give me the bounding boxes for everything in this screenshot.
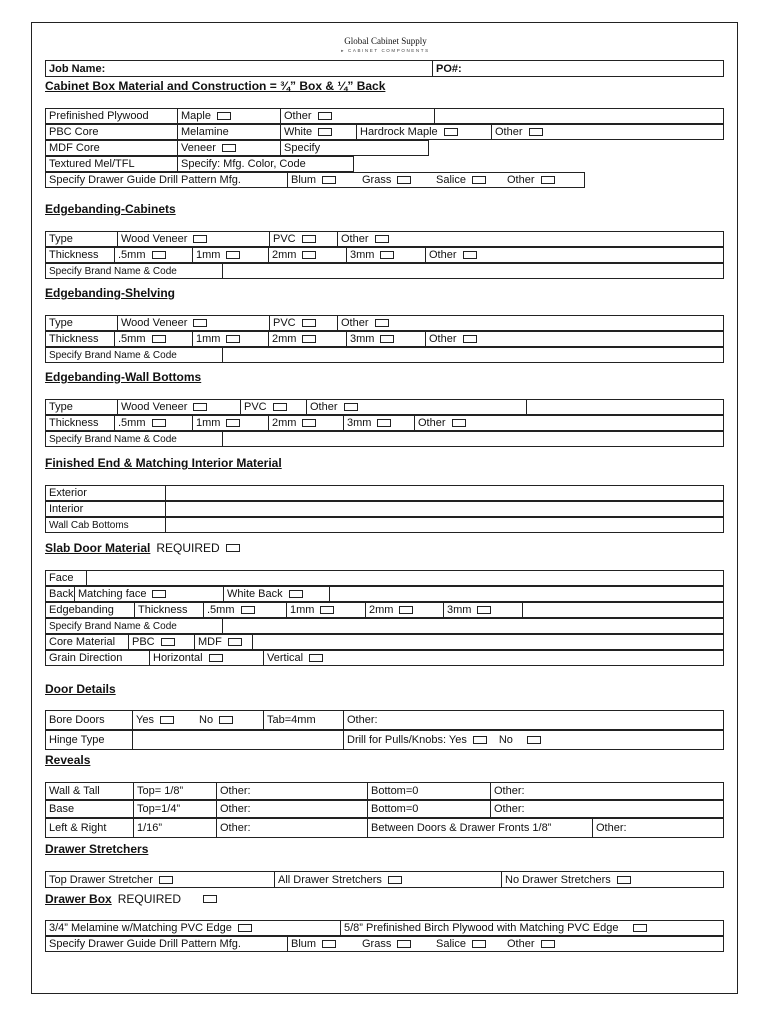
eb-wall-thickness-row — [45, 415, 724, 431]
white-back-label: White Back — [227, 588, 283, 600]
mdf-option[interactable] — [194, 635, 242, 649]
wood-veneer-label: Wood Veneer — [121, 401, 188, 413]
t-other-option[interactable] — [425, 332, 477, 346]
drawer-box-required — [118, 892, 217, 906]
brand-field[interactable] — [222, 619, 723, 633]
other-label: Other — [418, 417, 446, 429]
po-label[interactable]: PO#: — [432, 61, 724, 76]
box-other-option[interactable] — [280, 109, 332, 123]
other-label: Other — [507, 938, 535, 950]
eb-cab-brand-row — [45, 263, 724, 279]
t2-option[interactable] — [365, 603, 413, 617]
bore-row — [45, 710, 724, 730]
hardrock-option[interactable] — [356, 125, 458, 139]
drill-option[interactable] — [343, 731, 541, 749]
mdf-checkbox[interactable] — [228, 638, 242, 646]
vertical-label: Vertical — [267, 652, 304, 664]
pvc-option[interactable] — [269, 232, 316, 246]
no-stretchers-checkbox[interactable] — [617, 876, 631, 884]
t1-label: 1mm — [196, 333, 221, 345]
t2-label: 2mm — [272, 417, 297, 429]
box-row-3 — [45, 140, 429, 156]
brand-field[interactable] — [222, 432, 723, 446]
no-stretchers-option[interactable] — [501, 872, 631, 887]
reveal-label: Wall & Tall — [49, 785, 100, 797]
white-checkbox[interactable] — [318, 128, 332, 136]
other-checkbox[interactable] — [541, 940, 555, 948]
yes-checkbox[interactable] — [160, 716, 174, 724]
salice-checkbox[interactable] — [472, 940, 486, 948]
t1-option[interactable] — [192, 332, 240, 346]
white-option[interactable] — [280, 125, 332, 139]
t1-label: 1mm — [196, 417, 221, 429]
drawer-box-row-2 — [45, 936, 724, 952]
t3-checkbox[interactable] — [477, 606, 491, 614]
pvc-label: PVC — [273, 233, 296, 245]
box-row-2 — [45, 124, 724, 140]
t05-option[interactable] — [114, 248, 166, 262]
white-back-checkbox[interactable] — [289, 590, 303, 598]
prefinished-label: Prefinished Plywood — [49, 110, 149, 122]
blum-checkbox[interactable] — [322, 940, 336, 948]
t3-checkbox[interactable] — [380, 251, 394, 259]
eb-cab-thickness-row — [45, 247, 724, 263]
edgebanding-label: Edgebanding — [49, 604, 114, 616]
salice-option[interactable] — [433, 173, 486, 187]
other-option[interactable] — [337, 316, 389, 330]
reveal-value-2: Between Doors & Drawer Fronts 1/8” — [367, 819, 551, 837]
specify-label[interactable]: Specify — [280, 141, 429, 155]
mdf-label: MDF — [198, 636, 222, 648]
cabinet-box-title: Cabinet Box Material and Construction = ¾” Box & ¼” Back — [45, 79, 386, 93]
reveal-row — [45, 800, 724, 818]
drawer-box-heading: Drawer Box — [45, 892, 112, 906]
melamine-label: Melamine — [177, 125, 229, 139]
pbc-checkbox[interactable] — [161, 638, 175, 646]
eb-shelf-thickness-row — [45, 331, 724, 347]
melamine-box-option[interactable] — [46, 921, 252, 935]
pbc-core-label: PBC Core — [49, 126, 99, 138]
white-label: White — [284, 126, 313, 138]
t3-label: 3mm — [447, 604, 472, 616]
brand-field[interactable] — [222, 264, 723, 278]
other-label: Other — [429, 333, 457, 345]
drill-no-label: No — [498, 734, 513, 746]
drawer-guide-label: Specify Drawer Guide Drill Pattern Mfg. — [49, 174, 241, 186]
t2-checkbox[interactable] — [302, 335, 316, 343]
t3-option[interactable] — [346, 332, 394, 346]
t1-option[interactable] — [192, 416, 240, 430]
blum-label: Blum — [291, 938, 317, 950]
other-label: Other — [495, 126, 523, 138]
reveal-label: Base — [49, 803, 75, 815]
other-checkbox[interactable] — [344, 403, 358, 411]
grass-option[interactable] — [359, 173, 411, 187]
reveal-other-2[interactable]: Other: — [490, 801, 723, 817]
other-option[interactable] — [337, 232, 389, 246]
other-checkbox[interactable] — [318, 112, 332, 120]
other-checkbox[interactable] — [463, 251, 477, 259]
t1-checkbox[interactable] — [226, 419, 240, 427]
vertical-option[interactable] — [263, 651, 323, 665]
other-label: Other — [507, 174, 535, 186]
box-row-5 — [45, 172, 585, 188]
grain-label: Grain Direction — [49, 652, 123, 664]
interior-row — [45, 501, 724, 517]
t3-label: 3mm — [350, 333, 375, 345]
t05-option[interactable] — [114, 416, 166, 430]
t1-label: 1mm — [290, 604, 315, 616]
reveal-other-1[interactable]: Other: — [216, 801, 251, 817]
wood-veneer-label: Wood Veneer — [121, 317, 188, 329]
top-stretcher-option[interactable] — [46, 872, 173, 887]
job-name-label: Job Name: — [49, 62, 106, 75]
blum-label: Blum — [291, 174, 317, 186]
grass-label: Grass — [362, 174, 392, 186]
t05-label: .5mm — [118, 417, 146, 429]
t05-option[interactable] — [203, 603, 255, 617]
stretchers-title: Drawer Stretchers — [45, 842, 149, 856]
wall-cab-row — [45, 517, 724, 533]
t05-checkbox[interactable] — [152, 251, 166, 259]
hinge-label: Hinge Type — [49, 734, 105, 746]
veneer-label: Veneer — [181, 142, 216, 154]
pvc-checkbox[interactable] — [302, 235, 316, 243]
wood-veneer-option[interactable] — [117, 232, 207, 246]
face-label: Face — [49, 572, 74, 584]
hardrock-label: Hardrock Maple — [360, 126, 438, 138]
blum-option[interactable] — [287, 173, 336, 187]
pbc-label: PBC — [132, 636, 155, 648]
t2-option[interactable] — [268, 248, 316, 262]
reveal-label: Left & Right — [49, 822, 107, 834]
t-other-option[interactable] — [414, 416, 466, 430]
exterior-label: Exterior — [49, 487, 87, 499]
eb-cab-type-row — [45, 231, 724, 247]
other-checkbox[interactable] — [452, 419, 466, 427]
wall-type-blank[interactable] — [526, 400, 723, 414]
grain-row — [45, 650, 724, 666]
all-stretchers-label: All Drawer Stretchers — [278, 873, 382, 886]
t3-option[interactable] — [346, 248, 394, 262]
t05-checkbox[interactable] — [152, 335, 166, 343]
box-row-4 — [45, 156, 354, 172]
white-back-option[interactable] — [223, 587, 303, 601]
door-other-label[interactable]: Other: — [343, 711, 723, 729]
birch-option[interactable] — [340, 921, 647, 935]
wood-veneer-option[interactable] — [117, 316, 207, 330]
maple-option[interactable] — [177, 109, 231, 123]
eb-shelf-brand-row — [45, 347, 724, 363]
textured-label: Textured Mel/TFL — [49, 158, 135, 170]
bore-label: Bore Doors — [49, 714, 105, 726]
pvc-label: PVC — [273, 317, 296, 329]
other-label: Other — [310, 401, 338, 413]
drawer-box-title — [45, 892, 217, 906]
reveal-other-1[interactable]: Other: — [216, 819, 251, 837]
all-stretchers-option[interactable] — [274, 872, 402, 887]
t2-label: 2mm — [369, 604, 394, 616]
t-other-option[interactable] — [425, 248, 477, 262]
grass-option[interactable] — [359, 937, 411, 951]
wood-veneer-option[interactable] — [117, 400, 207, 414]
reveals-title: Reveals — [45, 753, 91, 767]
pvc-checkbox[interactable] — [302, 319, 316, 327]
exterior-field[interactable] — [165, 486, 723, 500]
pvc-option[interactable] — [240, 400, 287, 414]
slab-required — [156, 541, 239, 555]
brand-name: Global Cabinet Supply — [344, 36, 427, 46]
core-blank[interactable] — [252, 635, 723, 649]
t05-label: .5mm — [118, 249, 146, 261]
veneer-option[interactable] — [177, 141, 236, 155]
t3-option[interactable] — [343, 416, 391, 430]
face-field[interactable] — [86, 571, 723, 585]
melamine-box-label: 3/4” Melamine w/Matching PVC Edge — [49, 922, 232, 934]
wood-veneer-checkbox[interactable] — [193, 403, 207, 411]
yes-label: Yes — [136, 714, 154, 726]
salice-checkbox[interactable] — [472, 176, 486, 184]
other-checkbox[interactable] — [529, 128, 543, 136]
veneer-checkbox[interactable] — [222, 144, 236, 152]
back-label: Back — [49, 588, 74, 600]
other-checkbox[interactable] — [541, 176, 555, 184]
horizontal-checkbox[interactable] — [209, 654, 223, 662]
slab-thickness-label: Thickness — [134, 603, 188, 617]
no-option[interactable] — [196, 711, 233, 729]
t3-option[interactable] — [443, 603, 491, 617]
horizontal-label: Horizontal — [153, 652, 203, 664]
interior-label: Interior — [49, 503, 84, 515]
eb-cabinets-title: Edgebanding-Cabinets — [45, 202, 176, 216]
no-label: No — [199, 714, 214, 726]
specify-mfg-label[interactable]: Specify: Mfg. Color, Code — [177, 157, 306, 171]
eb-wall-title: Edgebanding-Wall Bottoms — [45, 370, 202, 384]
no-stretchers-label: No Drawer Stretchers — [505, 873, 611, 886]
blum-option[interactable] — [287, 937, 336, 951]
pvc-option[interactable] — [269, 316, 316, 330]
eb-shelf-type-row — [45, 315, 724, 331]
guide-other-option[interactable] — [504, 937, 555, 951]
matching-face-option[interactable] — [74, 587, 166, 601]
maple-checkbox[interactable] — [217, 112, 231, 120]
all-stretchers-checkbox[interactable] — [388, 876, 402, 884]
core-row — [45, 634, 724, 650]
job-row — [45, 60, 724, 77]
brand-label: Specify Brand Name & Code — [49, 265, 177, 277]
interior-field[interactable] — [165, 502, 723, 516]
top-stretcher-label: Top Drawer Stretcher — [49, 873, 153, 886]
drill-yes-checkbox[interactable] — [473, 736, 487, 744]
t2-label: 2mm — [272, 249, 297, 261]
salice-option[interactable] — [433, 937, 486, 951]
slab-brand-row — [45, 618, 724, 634]
type-label: Type — [49, 401, 73, 413]
birch-label: 5/8” Prefinished Birch Plywood with Matching PVC Edge — [344, 922, 619, 934]
wood-veneer-label: Wood Veneer — [121, 233, 188, 245]
other-label: Other — [341, 233, 369, 245]
exterior-row — [45, 485, 724, 501]
other-option[interactable] — [306, 400, 358, 414]
pbc-option[interactable] — [128, 635, 175, 649]
t3-label: 3mm — [350, 249, 375, 261]
t3-checkbox[interactable] — [380, 335, 394, 343]
finished-end-title: Finished End & Matching Interior Material — [45, 456, 282, 470]
brand-label: Specify Brand Name & Code — [49, 620, 177, 632]
t05-label: .5mm — [207, 604, 235, 616]
brand-field[interactable] — [222, 348, 723, 362]
reveal-value-1: Top=1/4” — [133, 801, 180, 817]
tab-label: Tab=4mm — [263, 711, 316, 729]
drill-label: Drill for Pulls/Knobs: Yes — [347, 734, 467, 746]
yes-option[interactable] — [132, 711, 174, 729]
no-checkbox[interactable] — [219, 716, 233, 724]
thickness-label: Thickness — [49, 333, 99, 345]
core-label: Core Material — [49, 636, 116, 648]
required-label: REQUIRED — [117, 892, 182, 906]
eb-wall-brand-row — [45, 431, 724, 447]
other-checkbox[interactable] — [375, 235, 389, 243]
type-label: Type — [49, 317, 73, 329]
t3-checkbox[interactable] — [377, 419, 391, 427]
t3-label: 3mm — [347, 417, 372, 429]
t2-label: 2mm — [272, 333, 297, 345]
reveal-value-2: Bottom=0 — [367, 801, 418, 817]
slab-edge-row — [45, 602, 724, 618]
other-label: Other — [284, 110, 312, 122]
reveal-value-2: Bottom=0 — [367, 783, 418, 799]
eb-wall-type-row — [45, 399, 724, 415]
thickness-label: Thickness — [49, 417, 99, 429]
pvc-label: PVC — [244, 401, 267, 413]
brand-label: Specify Brand Name & Code — [49, 349, 177, 361]
door-details-title: Door Details — [45, 682, 116, 696]
required-checkbox[interactable] — [203, 895, 217, 903]
brand-tagline: ▸ CABINET COMPONENTS — [341, 48, 430, 53]
t1-checkbox[interactable] — [226, 251, 240, 259]
t05-label: .5mm — [118, 333, 146, 345]
thickness-label: Thickness — [49, 249, 99, 261]
brand-label: Specify Brand Name & Code — [49, 433, 177, 445]
hinge-row — [45, 730, 724, 750]
required-checkbox[interactable] — [226, 544, 240, 552]
pvc-checkbox[interactable] — [273, 403, 287, 411]
reveal-value-1: 1/16” — [133, 819, 162, 837]
reveal-row — [45, 782, 724, 800]
reveal-other-1[interactable]: Other: — [216, 783, 251, 799]
other-checkbox[interactable] — [375, 319, 389, 327]
reveal-row — [45, 818, 724, 838]
maple-label: Maple — [181, 110, 211, 122]
wall-cab-label: Wall Cab Bottoms — [49, 519, 129, 531]
wall-cab-field[interactable] — [165, 518, 723, 532]
top-stretcher-checkbox[interactable] — [159, 876, 173, 884]
t2-checkbox[interactable] — [302, 251, 316, 259]
t1-checkbox[interactable] — [226, 335, 240, 343]
t1-option[interactable] — [286, 603, 334, 617]
box-other2-option[interactable] — [491, 125, 543, 139]
t05-checkbox[interactable] — [152, 419, 166, 427]
hinge-field[interactable] — [132, 731, 343, 749]
t1-checkbox[interactable] — [320, 606, 334, 614]
other-checkbox[interactable] — [463, 335, 477, 343]
slab-door-title — [45, 541, 240, 555]
grass-label: Grass — [362, 938, 392, 950]
t05-checkbox[interactable] — [241, 606, 255, 614]
eb-shelving-title: Edgebanding-Shelving — [45, 286, 176, 300]
stretchers-row — [45, 871, 724, 888]
mdf-core-label: MDF Core — [49, 142, 100, 154]
t2-option[interactable] — [268, 332, 316, 346]
t2-checkbox[interactable] — [399, 606, 413, 614]
melamine-box-checkbox[interactable] — [238, 924, 252, 932]
box-row1-blank[interactable] — [434, 109, 724, 123]
grass-checkbox[interactable] — [397, 940, 411, 948]
type-label: Type — [49, 233, 73, 245]
face-row — [45, 570, 724, 586]
drill-no-checkbox[interactable] — [527, 736, 541, 744]
reveal-value-1: Top= 1/8” — [133, 783, 183, 799]
matching-face-label: Matching face — [78, 588, 147, 600]
blum-checkbox[interactable] — [322, 176, 336, 184]
t2-option[interactable] — [268, 416, 316, 430]
reveal-other-2[interactable]: Other: — [490, 783, 723, 799]
drawer-box-row-1 — [45, 920, 724, 936]
drawer-guide-label: Specify Drawer Guide Drill Pattern Mfg. — [49, 938, 241, 950]
birch-checkbox[interactable] — [633, 924, 647, 932]
other-label: Other — [429, 249, 457, 261]
back-blank[interactable] — [329, 587, 723, 601]
reveal-other-2[interactable]: Other: — [592, 819, 723, 837]
other-label: Other — [341, 317, 369, 329]
salice-label: Salice — [436, 174, 466, 186]
grass-checkbox[interactable] — [397, 176, 411, 184]
t2-checkbox[interactable] — [302, 419, 316, 427]
t1-label: 1mm — [196, 249, 221, 261]
required-label: REQUIRED — [156, 541, 220, 555]
vertical-checkbox[interactable] — [309, 654, 323, 662]
hardrock-checkbox[interactable] — [444, 128, 458, 136]
matching-face-checkbox[interactable] — [152, 590, 166, 598]
box-row-1 — [45, 108, 724, 124]
horizontal-option[interactable] — [149, 651, 223, 665]
wood-veneer-checkbox[interactable] — [193, 319, 207, 327]
slab-door-heading: Slab Door Material — [45, 541, 151, 555]
slab-edge-blank[interactable] — [522, 603, 723, 617]
t05-option[interactable] — [114, 332, 166, 346]
t1-option[interactable] — [192, 248, 240, 262]
guide-other-option[interactable] — [504, 173, 555, 187]
wood-veneer-checkbox[interactable] — [193, 235, 207, 243]
salice-label: Salice — [436, 938, 466, 950]
back-row — [45, 586, 724, 602]
